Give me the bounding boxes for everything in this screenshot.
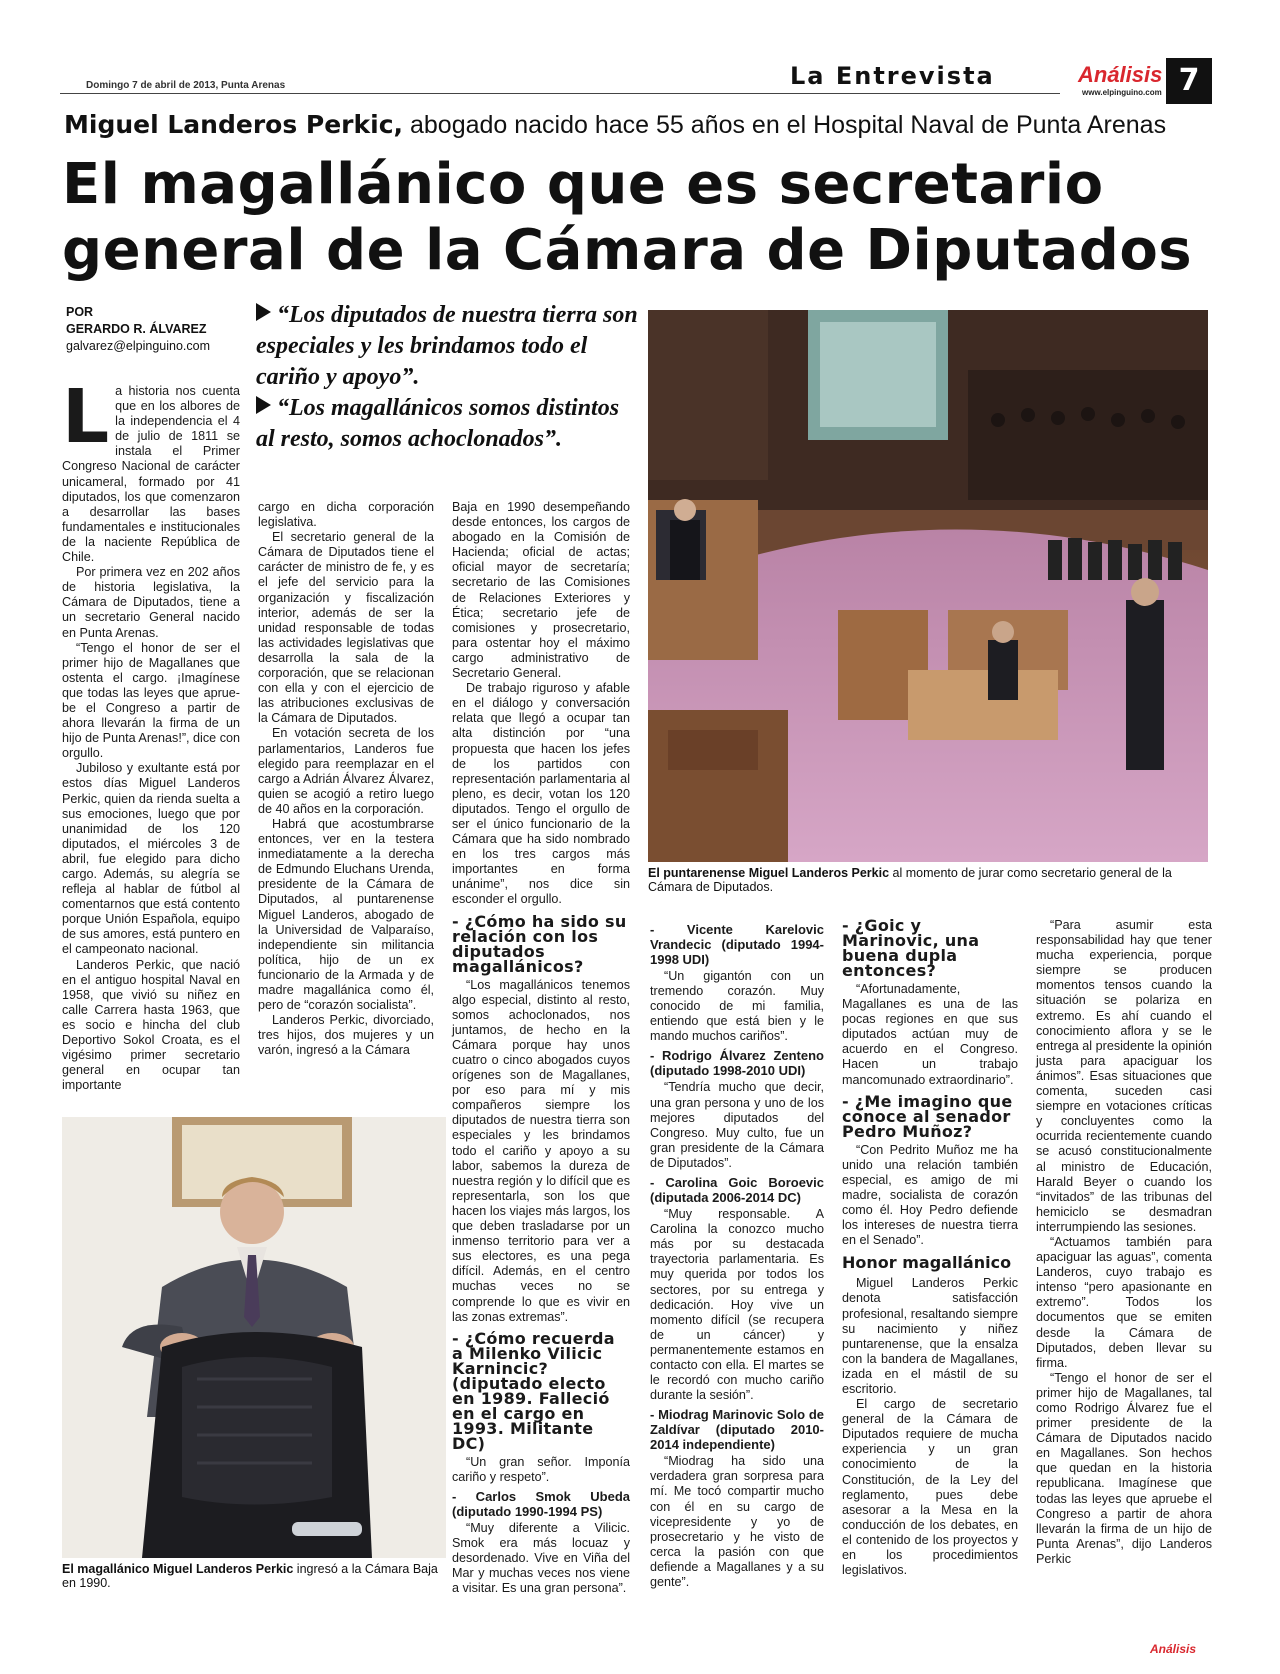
end-mark-logo: Análisis	[1150, 1642, 1197, 1656]
headline: El magallánico que es secretario general de la Cámara de Diputados	[62, 152, 1193, 283]
paragraph: Landeros Perkic, que nació en el antiguo hospital Naval en 1958, que vivió su niñez en calle Carrera hasta 1963, que es socio e hincha del club Deportivo Sokol Croata, es el vigésimo primer secretario general en ocupar tan importante	[62, 957, 240, 1093]
question-heading: - ¿Cómo recuerda a Milenko Vilicic Karnincic? (diputado electo en 1989. Falleció en el cargo en 1993. Militante DC)	[452, 1328, 615, 1453]
answer: “Miodrag ha sido una verdadera gran sorpresa para mí. Me tocó compartir mucho con él en su cargo de vicepresidente y yo de prosecretario y he visto de cerca la pasión con que defiende a Magallanes y a su gente”.	[650, 1454, 824, 1589]
paragraph: “Para asumir esta responsabilidad hay que tener mucha experiencia, porque siempre se producen momentos tensos cuando la situación se polariza en extremo. Es ahí cuando el conocimiento aflora y se le entrega al presidente la opinión justa para apaciguar los ánimos”. Esas situaciones que comenta, suceden casi siempre en votaciones críticas y concluyentes como la ocurrida recientemente cuando se acusó constitucionalmente al ministro de Educación, Harald Beyer o cuando los “invitados” de las tribunas del hemiciclo se desmadran interrumpiendo las sesiones.	[1036, 918, 1212, 1234]
paragraph: Por primera vez en 202 años de historia legislativa, la Cámara de Diputados, tiene a un secretario General nacido en Punta Arenas.	[62, 565, 240, 640]
paragraph: Landeros Perkic, divorciado, tres hijos, dos mujeres y un varón, ingresó a la Cámara	[258, 1013, 434, 1058]
answer: “Un gran señor. Imponía cariño y respeto”.	[452, 1454, 630, 1484]
section-title: La Entrevista	[790, 62, 995, 90]
article-column-1	[62, 374, 240, 1093]
chamber-photo-image	[648, 310, 1208, 862]
kicker	[64, 110, 1166, 140]
article-column-6	[1036, 918, 1212, 1567]
caption-text: al momento de jurar como secretario general de la Cámara de Diputados.	[648, 866, 1172, 894]
caption-bold: El puntarenense Miguel Landeros Perkic	[648, 866, 890, 880]
deputy-name-heading: - Carolina Goic Boroevic (diputada 2006-2014 DC)	[650, 1175, 824, 1206]
page-number: 7	[1166, 58, 1212, 104]
article-column-2	[258, 500, 434, 1058]
paragraph: a historia nos cuenta que en los albores de la independencia el 4 de julio de 1811 se instala el Primer Congreso Nacional de carácter unicameral, formado por 41 diputados, los que comenzaron a desarrollar las bases fundamentales e institucionales de la naciente República de Chile.	[62, 384, 240, 565]
paragraph: “Actuamos también para apaciguar las aguas”, comenta Landeros, cuyo trabajo es intenso “pero apasionante en extremo”. Todos los documentos que se emiten desde la Cámara de Diputados, deben llevar su firma.	[1036, 1234, 1212, 1370]
paragraph: “Tengo el honor de ser el primer hijo de Magallanes que ostenta el cargo. ¡Imagínese que todas las leyes que apruebe el Congreso a partir de ahora llevarán la firma de un hijo de Punta Arenas!”, dice con orgullo.	[62, 640, 240, 761]
paragraph: En votación secreta de los parlamentarios, Landeros fue elegido para reemplazar en el cargo a Adrián Álvarez Álvarez, quien se acogió a retiro luego de 40 años en la corporación.	[258, 726, 434, 816]
article-column-5	[842, 918, 1018, 1578]
subheading: Honor magallánico	[842, 1253, 1012, 1273]
answer: “Tendría mucho que decir, una gran persona y uno de los mejores diputados del Congreso. Muy culto, fue un gran presidente de la Cámara de Diputados”.	[650, 1080, 824, 1170]
byline-email: galvarez@elpinguino.com	[66, 339, 211, 353]
paragraph: El cargo de secretario general de la Cámara de Diputados requiere de mucha experiencia y un gran conocimiento de la Constitución, de la Ley del reglamento, pues debe asesorar a la Mesa en la conducción de los debates, en el contenido de los proyectos y en los procedimientos legislativos.	[842, 1397, 1018, 1578]
portrait-photo	[62, 1117, 446, 1558]
byline	[66, 304, 210, 355]
pull-quotes	[256, 300, 641, 455]
paragraph: cargo en dicha corporación legislativa.	[258, 500, 434, 530]
article-column-3	[452, 500, 630, 1596]
article-column-4	[650, 918, 824, 1590]
deputy-name-heading: - Miodrag Marinovic Solo de Zaldívar (diputado 2010-2014 independiente)	[650, 1407, 824, 1453]
chamber-photo-caption	[648, 866, 1208, 894]
paragraph: Habrá que acostumbrarse entonces, ver en la testera inmediatamente a la derecha de Edmundo Eluchans Urenda, presidente de la Cámara de Diputados, al puntarenense Miguel Landeros, abogado de la Universidad de Valparaíso, independiente sin militancia política, hijo de un ex funcionario de la Armada y de madre magallánica como él, pero de “corazón socialista”.	[258, 816, 434, 1013]
portrait-photo-image	[62, 1117, 446, 1558]
logo-url: www.elpinguino.com	[1082, 88, 1162, 97]
deputy-name-heading: - Vicente Karelovic Vrandecic (diputado 1994-1998 UDI)	[650, 922, 824, 967]
triangle-bullet-icon	[256, 303, 271, 321]
logo-name: Análisis	[1078, 62, 1163, 87]
header-rule	[60, 93, 1060, 94]
question-heading: - ¿Goic y Marinovic, una buena dupla entonces?	[842, 916, 980, 980]
issue-date: Domingo 7 de abril de 2013, Punta Arenas	[86, 80, 286, 91]
chamber-photo	[648, 310, 1208, 862]
paragraph: Miguel Landeros Perkic denota satisfacción profesional, resaltando siempre su nacimiento y niñez puntarenense, que la ensalza con la bandera de Magallanes, izada en el mástil de su escritorio.	[842, 1276, 1018, 1396]
answer: “Un gigantón con un tremendo corazón. Muy conocido de mi familia, entiendo que está bien y le mando muchos cariños”.	[650, 969, 824, 1044]
portrait-photo-caption	[62, 1562, 446, 1590]
deputy-name-heading: - Carlos Smok Ubeda (diputado 1990-1994 PS)	[452, 1488, 630, 1519]
answer: “Muy diferente a Vilicic. Smok era más locuaz y desordenado. Vive en Viña del Mar y muchas veces nos viene a visitar. Es una gran persona”.	[452, 1520, 630, 1596]
byline-por: POR	[66, 305, 94, 319]
paragraph: El secretario general de la Cámara de Diputados tiene el carácter de ministro de fe, y es el jefe del servicio para la organización y fiscalización interior, además de ser la unidad responsable de todas las actividades legislativas que desarrolla la sala de la corporación, que se relacionan con ella y con el ejercicio de las atribuciones exclusivas de la Cámara de Diputados.	[258, 530, 434, 726]
question-heading: - ¿Cómo ha sido su relación con los diputados magallánicos?	[452, 911, 627, 976]
caption-bold: El magallánico Miguel Landeros Perkic	[62, 1562, 294, 1576]
answer: “Los magallánicos tenemos algo especial, distinto al resto, somos achoclonados, nos juntamos, de hecho en la Cámara porque hay unos cuatro o cinco abogados cuyos orígenes son de Magallanes, por eso para mí y mis compañeros siempre los diputados de nuestra tierra son especiales y les brindamos todo el cariño y apoyo a su labor, sabemos la dureza de nuestra región y lo difícil que es representarla, son los que hacen los viajes más largos, los que deben trasladarse por un inmenso territorio para ver a sus electores, es una pega difícil. Además, en el centro muchas veces no se comprende lo que es vivir en las zonas extremas”.	[452, 977, 630, 1324]
deputy-name-heading: - Rodrigo Álvarez Zenteno (diputado 1998-2010 UDI)	[650, 1048, 824, 1079]
triangle-bullet-icon	[256, 396, 271, 414]
drop-cap: L	[62, 374, 110, 460]
publication-logo	[1078, 58, 1164, 104]
pull-quote: “Los magallánicos somos distintos al resto, somos achoclonados”.	[256, 395, 620, 452]
kicker-text: abogado nacido hace 55 años en el Hospital Naval de Punta Arenas	[403, 111, 1167, 139]
pull-quote: “Los diputados de nuestra tierra son especiales y les brindamos todo el cariño y apoyo”.	[256, 302, 638, 390]
kicker-name: Miguel Landeros Perkic,	[64, 110, 404, 139]
caption-text: ingresó a la Cámara Baja en 1990.	[62, 1562, 438, 1590]
answer: “Afortunadamente, Magallanes es una de las pocas regiones en que sus diputados actúan muy de acuerdo en el Congreso. Hacen un trabajo mancomunado extraordinario”.	[842, 982, 1018, 1087]
answer: “Con Pedrito Muñoz me ha unido una relación también especial, es amigo de mi madre, socialista de corazón como él. Hoy Pedro defiende los intereses de nuestra tierra en el Senado”.	[842, 1142, 1018, 1248]
paragraph: Jubiloso y exultante está por estos días Miguel Landeros Perkic, quien da rienda suelta a sus emociones, luego que por unanimidad de los 120 diputados, el miércoles 3 de abril, fue elegido para dicho cargo. Además, su alegría se refleja al hablar de fútbol al comentarnos que está contento porque Unión Española, equipo de sus amores, está puntero en el campeonato nacional.	[62, 761, 240, 957]
byline-author: GERARDO R. ÁLVAREZ	[66, 322, 207, 336]
question-heading: - ¿Me imagino que conoce al senador Pedro Muñoz?	[842, 1091, 1013, 1141]
paragraph: Baja en 1990 desempeñando desde entonces, los cargos de abogado en la Comisión de Hacienda; oficial de actas; oficial mayor de secretaría; secretario de las Comisiones de Relaciones Exteriores y Ética; secretario jefe de comisiones y prosecretario, para ostentar hoy el máximo cargo administrativo de Secretario General.	[452, 500, 630, 681]
paragraph: De trabajo riguroso y afable en el diálogo y conversación relata que llegó a ocupar tan alta distinción por “una propuesta que hacen los jefes de los partidos con representación parlamentaria al pleno, es decir, votan los 120 diputados. Tengo el orgullo de ser el único funcionario de la Cámara que ha sido nombrado en los tres cargos más importantes en forma unánime”, nos dice sin esconder el orgullo.	[452, 681, 630, 907]
answer: “Muy responsable. A Carolina la conozco mucho más por su destacada trayectoria parlamentaria. Es muy querida por todos los sectores, por su entrega y dedicación. Hoy vive un momento difícil (se recupera de un cáncer) y permanentemente estamos en contacto con ella. El martes se le recordó con mucho cariño durante la sesión”.	[650, 1207, 824, 1403]
paragraph: “Tengo el honor de ser el primer hijo de Magallanes, tal como Rodrigo Álvarez fue el primer presidente de la Cámara de Diputados nacido en Magallanes. Son hechos que quedan en la historia republicana. Imagínese que todas las leyes que apruebe el Congreso a partir de ahora llevarán la firma de un hijo de Punta Arenas”, dijo Landeros Perkic	[1036, 1370, 1212, 1566]
